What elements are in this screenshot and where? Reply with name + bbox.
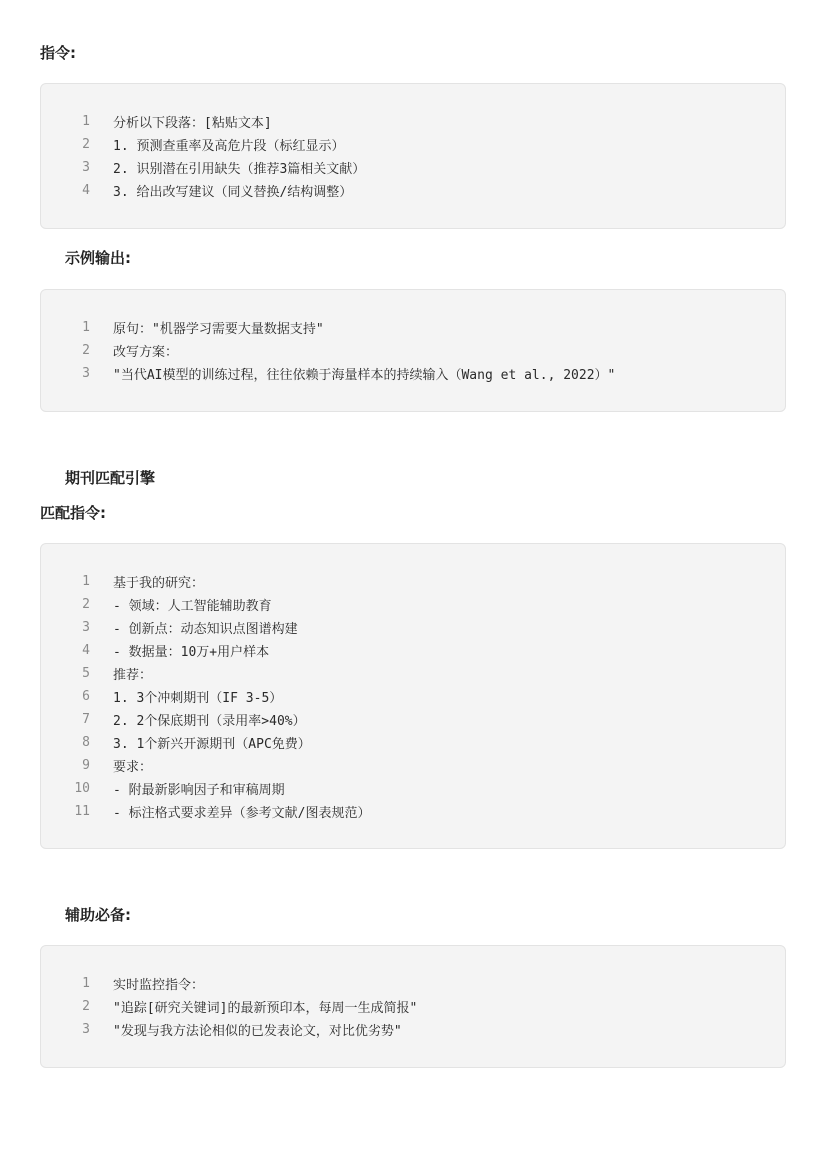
code-line-text: - 数据量：10万+用户样本 <box>113 645 270 660</box>
line-number: 3 <box>82 366 90 381</box>
code-line-text: 推荐： <box>113 668 153 683</box>
line-number: 5 <box>82 666 90 681</box>
line-number: 3 <box>82 1022 90 1037</box>
code-line <box>41 339 785 362</box>
example-output-heading: 示例输出: <box>65 249 131 267</box>
code-line-text: 基于我的研究： <box>113 576 205 591</box>
line-number: 10 <box>74 781 90 796</box>
code-line-text: 实时监控指令： <box>113 978 205 993</box>
line-number: 3 <box>82 160 90 175</box>
line-number: 2 <box>82 343 90 358</box>
code-line <box>41 1018 785 1041</box>
line-number: 1 <box>82 320 90 335</box>
code-line <box>41 800 785 823</box>
code-line-text: 分析以下段落：[粘贴文本] <box>113 116 272 131</box>
line-number: 11 <box>74 804 90 819</box>
code-line <box>41 362 785 385</box>
code-line <box>41 731 785 754</box>
line-number: 7 <box>82 712 90 727</box>
code-line-text: "追踪[研究关键词]的最新预印本，每周一生成简报" <box>113 1001 418 1016</box>
code-line <box>41 708 785 731</box>
instruction-code-block <box>40 83 786 229</box>
code-line-text: 要求： <box>113 760 153 775</box>
line-number: 9 <box>82 758 90 773</box>
line-number: 4 <box>82 643 90 658</box>
code-line-text: 1. 预测查重率及高危片段（标红显示） <box>113 139 345 154</box>
matching-instruction-heading: 匹配指令: <box>40 504 106 522</box>
code-line <box>41 639 785 662</box>
code-line <box>41 995 785 1018</box>
journal-matching-engine-title: 期刊匹配引擎 <box>65 469 156 487</box>
code-line-text: - 标注格式要求差异（参考文献/图表规范） <box>113 806 371 821</box>
code-line-text: 3. 1个新兴开源期刊（APC免费） <box>113 737 311 752</box>
matching-instruction-code-block <box>40 543 786 849</box>
code-line-text: 改写方案： <box>113 345 179 360</box>
code-line-text: "发现与我方法论相似的已发表论文，对比优劣势" <box>113 1024 402 1039</box>
code-line-text: - 附最新影响因子和审稿周期 <box>113 783 285 798</box>
line-number: 1 <box>82 976 90 991</box>
code-line-text: 3. 给出改写建议（同义替换/结构调整） <box>113 185 353 200</box>
code-line <box>41 754 785 777</box>
line-number: 6 <box>82 689 90 704</box>
code-line <box>41 593 785 616</box>
line-number: 4 <box>82 183 90 198</box>
code-line <box>41 662 785 685</box>
example-output-code-block <box>40 289 786 412</box>
code-line-text: 2. 识别潜在引用缺失（推荐3篇相关文献） <box>113 162 366 177</box>
code-line <box>41 179 785 202</box>
auxiliary-code-block <box>40 945 786 1068</box>
code-line <box>41 316 785 339</box>
line-number: 1 <box>82 114 90 129</box>
code-line <box>41 156 785 179</box>
code-line-text: 2. 2个保底期刊（录用率>40%） <box>113 714 306 729</box>
code-line <box>41 777 785 800</box>
code-line-text: 原句："机器学习需要大量数据支持" <box>113 322 324 337</box>
line-number: 2 <box>82 597 90 612</box>
instruction-heading: 指令: <box>40 44 76 62</box>
line-number: 2 <box>82 137 90 152</box>
line-number: 2 <box>82 999 90 1014</box>
line-number: 8 <box>82 735 90 750</box>
code-line <box>41 972 785 995</box>
code-line <box>41 570 785 593</box>
code-line-text: "当代AI模型的训练过程，往往依赖于海量样本的持续输入（Wang et al., 2022）" <box>113 368 616 383</box>
code-line <box>41 133 785 156</box>
code-line <box>41 685 785 708</box>
code-line-text: - 领域：人工智能辅助教育 <box>113 599 272 614</box>
auxiliary-essentials-heading: 辅助必备: <box>65 906 131 924</box>
code-line-text: - 创新点：动态知识点图谱构建 <box>113 622 298 637</box>
code-line-text: 1. 3个冲刺期刊（IF 3-5） <box>113 691 283 706</box>
code-line <box>41 616 785 639</box>
code-line <box>41 110 785 133</box>
line-number: 3 <box>82 620 90 635</box>
line-number: 1 <box>82 574 90 589</box>
